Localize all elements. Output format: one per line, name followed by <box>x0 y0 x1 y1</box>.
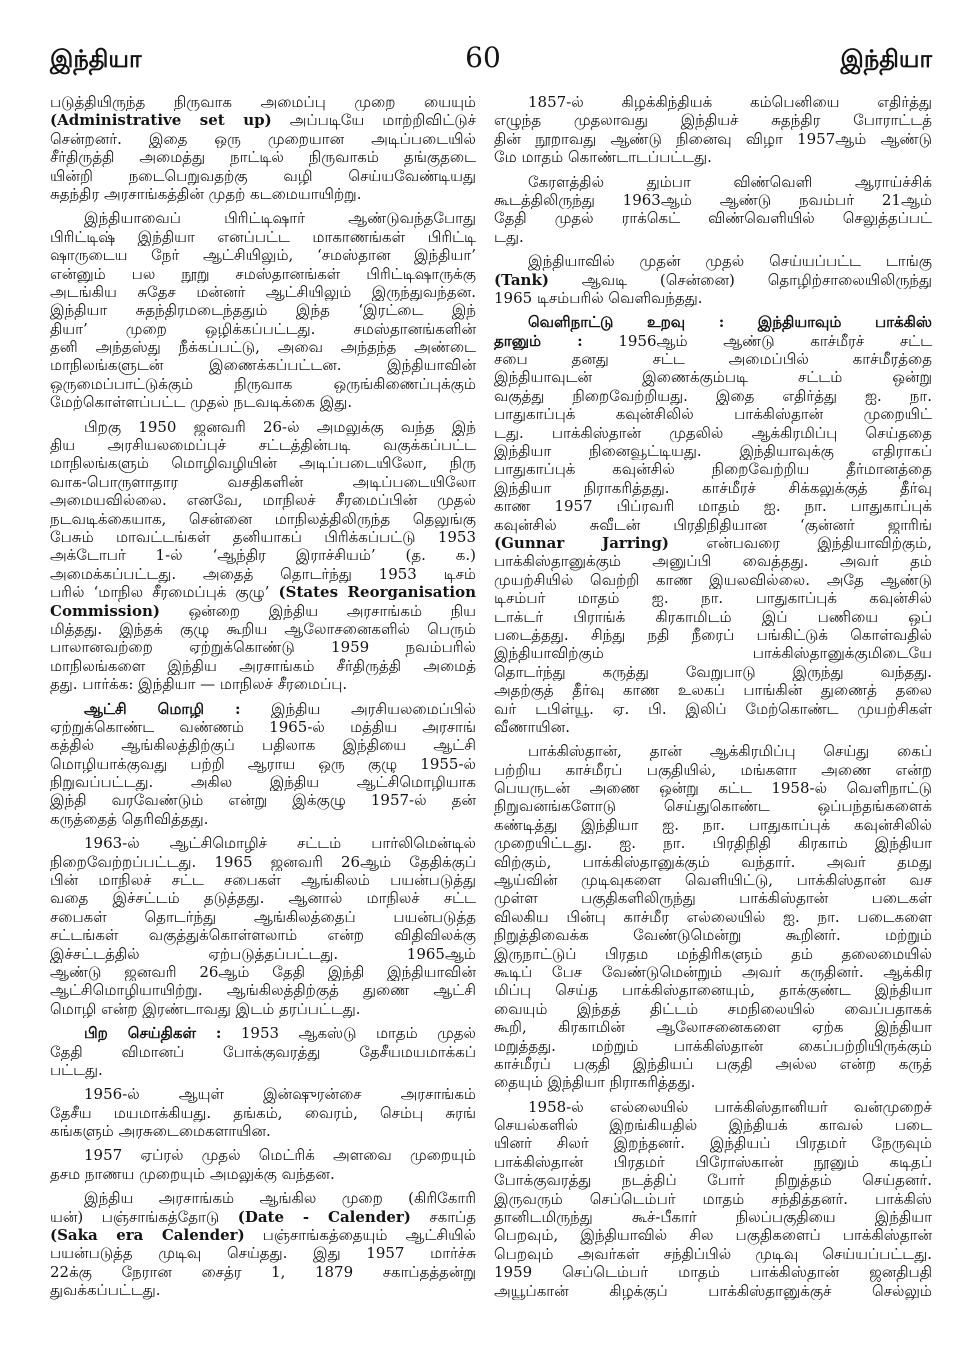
text-line: கேரளத்தில் தும்பா விண்வெளி ஆராய்ச்சிக் <box>528 172 932 191</box>
text-line: நிறுவனங்களோடு செய்துகொண்ட ஒப்பந்தங்களைக் <box>494 797 932 816</box>
text-line: மாநிலங்களும் மொழிவழியின் அடிப்படையிலோ, நிரு <box>50 454 476 473</box>
text-line <box>50 1208 476 1226</box>
text-line: பாக்கிஸ்தான் பிரதமர் பிரோஸ்கான் நூனும் கடிதப் <box>494 1152 932 1171</box>
text-line: வையும் இந்தத் திட்டம் சமநிலையில் வைப்பதாகக் <box>494 999 932 1018</box>
text-line: 1958-ல் எல்லையில் பாக்கிஸ்தானியர் வன்முறைச் <box>528 1097 932 1116</box>
text-line <box>50 700 476 718</box>
text-line: வர் டபிள்யூ. ஏ. பி. இலிப் மேற்கொண்ட முயற்சிகள் <box>494 699 932 718</box>
text-line <box>494 271 932 289</box>
paragraph <box>50 834 476 1018</box>
text-line: 1957 ஏப்ரல் முதல் மெட்ரிக் அளவை முறையும் <box>84 1146 476 1165</box>
paragraph <box>50 418 476 694</box>
paragraph <box>494 252 932 307</box>
text-line <box>50 1024 476 1042</box>
paragraph <box>494 173 932 247</box>
text-line: இந்தியாவைப் பிரிட்டிஷார் ஆண்டுவந்தபோது <box>84 209 476 228</box>
text-line: மேற்கொள்ளப்பட்ட முதல் நடவடிக்கை இது. <box>50 393 353 412</box>
text-line: இந்தியா நிராகரித்தது. காச்மீரச் சிக்கலுக்குத் தீர்வு <box>494 478 932 497</box>
text-line: விற்கும், பாக்கிஸ்தானுக்கும் வந்தார். அவர் தமது <box>494 852 932 871</box>
paragraph <box>50 1146 476 1183</box>
text-line: படைத்தது. சிந்து நதி நீரைப் பங்கிட்டுக் கொள்வதில் <box>494 625 932 644</box>
text-line: திய அரசியலமைப்புச் சட்டத்தின்படி வகுக்கப்பட்ட <box>50 436 476 455</box>
text-line: சட்டங்கள் வகுத்துக்கொள்ளலாம் என்ற விதிவிலக்கு <box>50 926 476 945</box>
text-line: தேசீய மயமாக்கியது. தங்கம், வைரம், செம்பு சுரங் <box>50 1103 476 1122</box>
text-line: கங்களும் அரசுடைமைகளாயின. <box>50 1122 271 1141</box>
text-line <box>50 583 476 601</box>
text-line: சென்றனர். இதை ஒரு முறையான அடிப்படையில் <box>50 129 476 148</box>
text-line: டிசம்பர் மாதம் ஐ. நா. பாதுகாப்புக் கவுன்சில் <box>494 589 932 608</box>
text-line: ஆட்சிமொழியாயிற்று. ஆங்கிலத்திற்குத் துணை ஆட்சி <box>50 981 476 1000</box>
text-line: கவுன்சில் சுவீடன் பிரதிநிதியான ‘குன்னர் ஜாரிங் <box>494 515 932 534</box>
text-line: வாக-பொருளாதார வசதிகளின் அடிப்படையிலோ <box>50 472 476 491</box>
bold-text: Commission) <box>50 601 160 620</box>
text-line: அமையவில்லை. எனவே, மாநிலச் சீரமைப்பின் முதல் <box>50 491 476 510</box>
text-line: இந்தியாவில் முதன் முதல் செய்யப்பட்ட டாங்கு <box>528 252 932 271</box>
text-line: 1959 செப்டெம்பர் மாதம் பாக்கிஸ்தான் ஜனதிபதி <box>494 1263 932 1282</box>
text-segment: 1953 ஆகஸ்டு மாதம் முதல் <box>221 1024 476 1043</box>
text-line: விலகிய பின்பு காச்மீர எல்லையில் ஐ. நா. படைகளை <box>494 907 932 926</box>
text-line <box>494 534 932 552</box>
bold-text: (Saka era Calender) <box>50 1226 245 1245</box>
bold-text: வெளிநாட்டு உறவு : இந்தியாவும் பாக்கிஸ் <box>528 313 932 332</box>
paragraph <box>50 700 476 829</box>
text-line: அயூப்கான் கிழக்குப் பாக்கிஸ்தானுக்குச் செல்லும் <box>494 1281 932 1300</box>
text-line: தின் நூறாவது ஆண்டு நினைவு விழா 1957ஆம் ஆண்டு <box>494 129 932 148</box>
text-line: ஒருமைப்பாட்டுக்கும் நிருவாக ஒருங்கிணைப்புக்கும் <box>50 374 476 393</box>
text-line: இச்சட்டத்தில் ஏற்படுத்தப்பட்டது. 1965ஆம் <box>50 944 476 963</box>
text-line: நிறைவேற்றப்பட்டது. 1965 ஜனவரி 26ஆம் தேதிக்குப் <box>50 852 476 871</box>
text-line: தனி அந்தஸ்து நீக்கப்பட்டு, அவை அந்தந்த அண்டை <box>50 338 476 357</box>
bold-text: (Gunnar Jarring) <box>494 533 669 552</box>
text-segment: பஞ்சாங்கத்தையும் ஆட்சியில் <box>244 1226 476 1245</box>
text-line: அமைக்கப்பட்டது. அதைத் தொடர்ந்து 1953 டிசம் <box>50 564 476 583</box>
text-line: மறுத்தது. மற்றும் பாக்கிஸ்தான் கைப்பற்றியிருக்கும் <box>494 1036 932 1055</box>
text-line: மொழி என்ற இரண்டாவது இடம் தரப்பட்டது. <box>50 999 361 1018</box>
text-line: ஷாருடைய நேர் ஆட்சியிலும், ‘சமஸ்தான இந்தியா’ <box>50 246 476 265</box>
text-segment: யன்) பஞ்சாங்கத்தோடு <box>50 1207 238 1226</box>
text-line <box>494 332 932 350</box>
text-line: தொடர்ந்து கருத்து வேறுபாடு இருந்து வந்தது. <box>494 662 932 681</box>
bold-text: (Tank) <box>494 270 549 289</box>
text-line: மித்தது. இந்தக் குழு கூறிய ஆலோசனைகளில் பெரும் <box>50 619 476 638</box>
text-line: தேதி விமானப் போக்குவரத்து தேசீயமயமாக்கப் <box>50 1042 476 1061</box>
text-line: மிப்பு செய்த பாக்கிஸ்தானையும், தாக்குண்ட இந்தியா <box>494 981 932 1000</box>
text-line: பெயருடன் அணை ஒன்று கட்ட 1958-ல் வெளிநாட்டு <box>494 779 932 798</box>
text-line: பாலானவற்றை ஏற்றுக்கொண்டு 1959 நவம்பரில் <box>50 638 476 657</box>
text-line: பயன்படுத்த முடிவு செய்தது. இது 1957 மார்ச்சு <box>50 1244 476 1263</box>
text-line: மாநிலங்களை இந்திய அரசாங்கம் சீர்திருத்தி அமைத் <box>50 656 476 675</box>
text-segment: சகாப்த <box>410 1207 476 1226</box>
text-line: போக்குவரத்து நடத்திப் போர் நிறுத்தம் செய்தனர். <box>494 1171 932 1190</box>
text-line: நிறுத்திவைக்க வேண்டுமென்று கூறினர். மற்றும் <box>494 926 932 945</box>
paragraph <box>50 1189 476 1299</box>
text-line: பட்டது. <box>50 1060 103 1079</box>
text-line: துவக்கப்பட்டது. <box>50 1281 161 1300</box>
text-segment: 1956ஆம் ஆண்டு காச்மீரச் சட்ட <box>582 331 932 350</box>
text-line: காச்மீரப் பகுதி இந்தியப் பகுதி அல்ல என்ற கருத் <box>494 1054 932 1073</box>
text-line: இந்தியாவுடன் இணைக்கும்படி சட்டம் ஒன்று <box>494 368 932 387</box>
text-line: கண்டித்து இந்தியா ஐ. நா. பாதுகாப்புக் கவுன்சிலில் <box>494 815 932 834</box>
text-line: அதற்குத் தீர்வு காண உலகப் பாங்கின் துணைத் தலை <box>494 681 932 700</box>
paragraph <box>494 93 932 167</box>
text-line: ஏற்றுக்கொண்ட வண்ணம் 1965-ல் மத்திய அரசாங் <box>50 717 476 736</box>
text-line: முள்ள பகுதிகளிலிருந்து பாக்கிஸ்தான் படைகள் <box>494 889 932 908</box>
text-line: அடங்கிய சுதேச மன்னர் ஆட்சியிலும் இருந்துவந்தன. <box>50 282 476 301</box>
text-segment: ஒன்றை இந்திய அரசாங்கம் நிய <box>159 601 476 620</box>
text-line: கூடிப் பேச வேண்டுமென்றும் அவர் கருதினர். ஆக்கிர <box>494 962 932 981</box>
text-line: பேசும் மாவட்டங்கள் தனியாகப் பிரிக்கப்பட்டு 1953 <box>50 527 476 546</box>
bold-text: தானும் : <box>494 331 583 350</box>
text-segment: அப்படியே மாற்றிவிட்டுச் <box>271 111 476 130</box>
text-line: முறையிட்டது. ஐ. நா. பிரதிநிதி கிரகாம் இந்தியா <box>494 834 932 853</box>
paragraph <box>50 1085 476 1140</box>
text-line: கூடத்திலிருந்து 1963ஆம் ஆண்டு நவம்பர் 21ஆம் <box>494 190 932 209</box>
text-line: தையும் இந்தியா நிராகரித்தது. <box>494 1073 696 1092</box>
paragraph <box>50 1024 476 1079</box>
text-line <box>50 1226 476 1244</box>
paragraph <box>50 209 476 411</box>
text-line: சுதந்திர அரசாங்கத்தின் முதற் கடமையாயிற்று. <box>50 184 362 203</box>
text-line: மே மாதம் கொண்டாடப்பட்டது. <box>494 148 712 167</box>
text-line: மாநிலங்களுடன் இணைக்கப்பட்டன. இந்தியாவின் <box>50 356 476 375</box>
text-line: காண 1957 பிப்ரவரி மாதம் ஐ. நா. பாதுகாப்புக் <box>494 497 932 516</box>
text-line: பாக்கிஸ்தானுக்கும் அனுப்பி வைத்தது. அவர் தம் <box>494 552 932 571</box>
paragraph <box>494 1098 932 1300</box>
text-line: டாக்டர் பிராங்க் கிரகாமிடம் இப் பணியை ஒப் <box>494 607 932 626</box>
text-segment: ஆவடி (சென்னை) தொழிற்சாலையிலிருந்து <box>548 270 932 289</box>
text-line: ஆய்வின் முடிவுகளை வெளியிட்டு, பாக்கிஸ்தான் வச <box>494 871 932 890</box>
left-column <box>50 93 476 1306</box>
text-line: 1965 டிசம்பரில் வெளிவந்தது. <box>494 288 703 307</box>
text-line: தானிடமிருந்து கூச்-பீகார் நிலப்பகுதியை இந்தியா <box>494 1208 932 1227</box>
text-line: யின்றி நடைபெறுவதற்கு வழி செய்யவேண்டியது <box>50 166 476 185</box>
bold-text: (Administrative set up) <box>50 111 272 130</box>
text-line: பாதுகாப்புக் கவுன்சிலில் பாக்கிஸ்தான் முறையிட் <box>494 405 932 424</box>
text-line: இந்தியாவிற்கும் பாக்கிஸ்தானுக்குமிடையே <box>494 644 932 663</box>
text-line: பாதுகாப்புக் கவுன்சில் நிறைவேற்றிய தீர்மானத்தை <box>494 460 932 479</box>
text-line: வகுத்து நிறைவேற்றியது. இதை எதிர்த்து ஐ. நா. <box>494 386 932 405</box>
text-line <box>50 111 476 129</box>
text-line: இருவரும் செப்டெம்பர் மாதம் சந்தித்தனர். பாக்கிஸ் <box>494 1189 932 1208</box>
text-line: சபை தனது சட்ட அமைப்பில் காச்மீரத்தை <box>494 350 932 369</box>
text-line: இந்தி வரவேண்டும் என்று இக்குழு 1957-ல் தன் <box>50 791 476 810</box>
text-line: பின் மாநிலச் சட்ட சபைகள் ஆங்கிலம் பயன்படுத்து <box>50 871 476 890</box>
text-line: படுத்தியிருந்த நிருவாக அமைப்பு முறை யையும் <box>50 93 476 111</box>
text-segment: பரில் ‘மாநில சீரமைப்புக் குழு’ <box>50 583 279 602</box>
bold-text: (States Reorganisation <box>278 583 476 602</box>
right-column <box>494 93 932 1306</box>
text-line: இந்திய அரசாங்கம் ஆங்கில முறை (கிரிகோரி <box>84 1189 476 1208</box>
text-line: ஆண்டு ஜனவரி 26ஆம் தேதி இந்தி இந்தியாவின் <box>50 962 476 981</box>
text-line: செயல்களில் இறங்கியதில் இந்தியக் காவல் படை <box>494 1116 932 1135</box>
text-line: பெறவும் அவர்கள் சந்திப்பில் முடிவு செய்யப்பட்டது. <box>494 1244 932 1263</box>
text-line: என்னும் பல நூறு சமஸ்தானங்கள் பிரிட்டிஷாருக்கு <box>50 264 476 283</box>
text-line: அக்டோபர் 1-ல் ‘ஆந்திர இராச்சியம்’ (த. க.) <box>50 546 476 565</box>
text-line: பெறவும், இந்தியாவில் சில பகுதிகளைப் பாக்கிஸ்தான் <box>494 1226 932 1245</box>
text-line: தது. பார்க்க: இந்தியா — மாநிலச் சீரமைப்பு. <box>50 675 348 694</box>
text-line: 1963-ல் ஆட்சிமொழிச் சட்டம் பார்லிமென்டில் <box>84 834 476 853</box>
page-number: 60 <box>465 41 501 74</box>
paragraph <box>50 93 476 203</box>
text-line: எழுந்த முதலாவது இந்தியச் சுதந்திர போராட்டத் <box>494 111 932 130</box>
text-line: பற்றிய காச்மீரப் பகுதியில், மங்களா அணை என்ற <box>494 760 932 779</box>
text-line: டது. <box>494 227 524 246</box>
text-line: கருத்தைத் தெரிவித்தது. <box>50 809 209 828</box>
text-line: தசம நாணய முறையும் அமலுக்கு வந்தன. <box>50 1164 335 1183</box>
text-line <box>50 602 476 620</box>
text-line: யினர் சிலர் இறந்தனர். இந்தியப் பிரதமர் நேருவும் <box>494 1134 932 1153</box>
text-line: கத்தில் ஆங்கிலத்திற்குப் பதிலாக இந்தியை ஆட்சி <box>50 736 476 755</box>
running-head-left: இந்தியா <box>50 44 142 73</box>
text-line: வீணாயின. <box>494 717 570 736</box>
text-line: 1956-ல் ஆயுள் இன்ஷுரன்சை அரசாங்கம் <box>84 1085 476 1104</box>
bold-text: பிற செய்திகள் : <box>84 1024 222 1043</box>
text-line: சீர்திருத்தி அமைத்து நாட்டில் நிருவாகம் தங்குதடை <box>50 148 476 167</box>
bold-text: ஆட்சி மொழி : <box>84 699 241 718</box>
text-line: பாக்கிஸ்தான், தான் ஆக்கிரமிப்பு செய்து கைப் <box>528 742 932 761</box>
running-head-right: இந்தியா <box>840 44 932 73</box>
text-line: இந்தியா சுதந்திரமடைந்ததும் இந்த ‘இரட்டை இந் <box>50 301 476 320</box>
text-line: இந்தியா நினைவூட்டியது. இந்தியாவுக்கு எதிராகப் <box>494 442 932 461</box>
text-line <box>494 313 932 331</box>
text-line: பிரிட்டிஷ் இந்தியா எனப்பட்ட மாகாணங்கள் பிரிட்டி <box>50 227 476 246</box>
text-segment: என்பவரை இந்தியாவிற்கும், <box>668 533 932 552</box>
text-line: டது. பாக்கிஸ்தான் முதலில் ஆக்கிரமிப்பு செய்ததை <box>494 423 932 442</box>
text-line: நிறுவப்பட்டது. அகில இந்திய ஆட்சிமொழியாக <box>50 773 476 792</box>
text-line: பிறகு 1950 ஜனவரி 26-ல் அமலுக்கு வந்த இந் <box>84 417 476 436</box>
text-line: முயற்சியில் வெற்றி காண இயலவில்லை. அதே ஆண்டு <box>494 570 932 589</box>
text-line: தேதி முதல் ராக்கெட் விண்வெளியில் செலுத்தப்பட் <box>494 209 932 228</box>
text-segment: இந்திய அரசியலமைப்பில் <box>240 699 476 718</box>
text-line: சபைகள் தொடர்ந்து ஆங்கிலத்தைப் பயன்படுத்த <box>50 907 476 926</box>
text-line: 1857-ல் கிழக்கிந்தியக் கம்பெனியை எதிர்த்து <box>528 93 932 111</box>
text-line: தியா’ முறை ஒழிக்கப்பட்டது. சமஸ்தானங்களின் <box>50 319 476 338</box>
text-line: கூறி, கிரகாமின் ஆலோசனைகளை ஏற்க இந்தியா <box>494 1018 932 1037</box>
text-line: நடவடிக்கையாக, சென்னை மாநிலத்திலிருந்த தெலுங்கு <box>50 509 476 528</box>
text-line: மொழியாக்குவது பற்றி ஆராய ஒரு குழு 1955-ல் <box>50 754 476 773</box>
paragraph <box>494 313 932 736</box>
paragraph <box>494 742 932 1091</box>
text-line: இருநாட்டுப் பிரதம மந்திரிகளும் தம் தலைமையில் <box>494 944 932 963</box>
text-line: வதை இச்சட்டம் தடுத்தது. ஆனால் மாநிலச் சட்ட <box>50 889 476 908</box>
text-line: 22க்கு நேரான சைத்ர 1, 1879 சகாப்தத்தன்று <box>50 1262 476 1281</box>
bold-text: (Date - Calender) <box>237 1207 411 1226</box>
